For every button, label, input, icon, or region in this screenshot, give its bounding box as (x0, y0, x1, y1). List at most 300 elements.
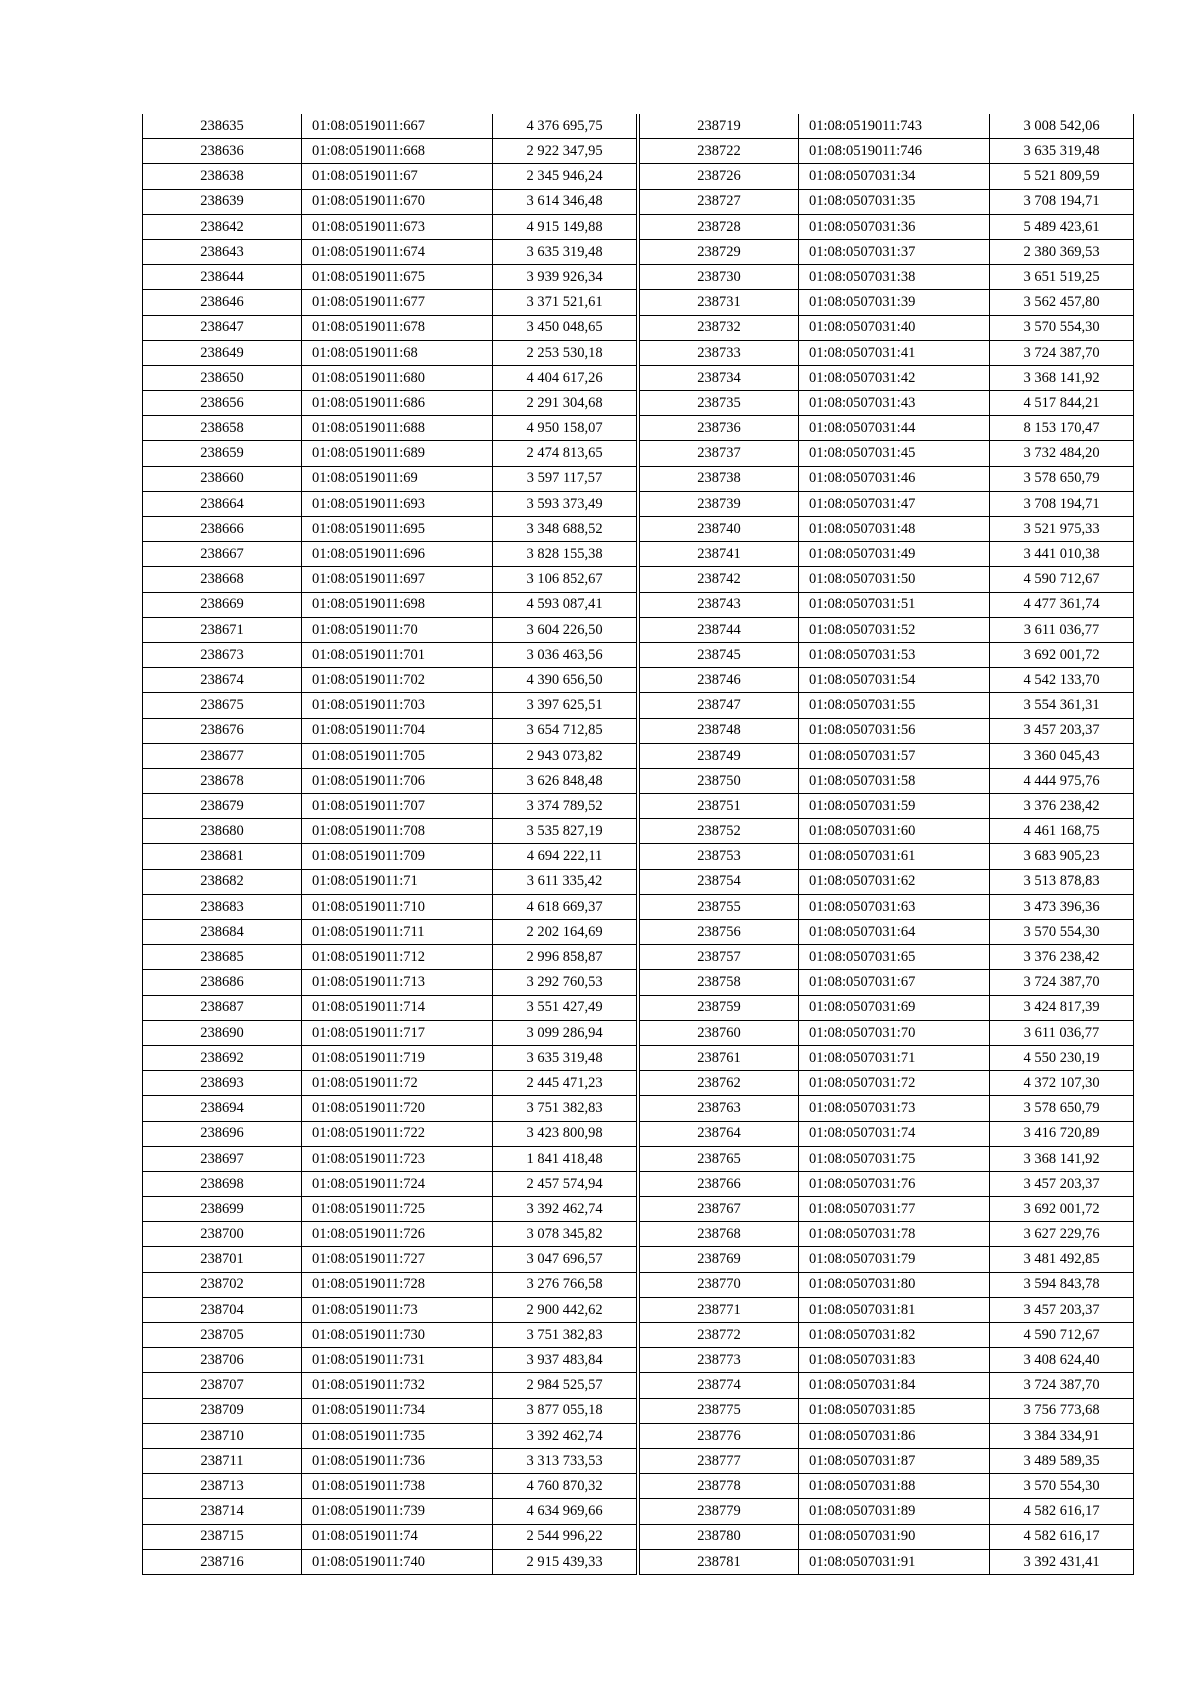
cadastral-number-cell: 01:08:0519011:696 (302, 542, 493, 567)
cadastral-number-cell: 01:08:0507031:84 (799, 1373, 990, 1398)
cadastral-number-cell: 01:08:0507031:91 (799, 1549, 990, 1574)
table-row (143, 1045, 637, 1070)
table-row (143, 1020, 637, 1045)
row-id-cell: 238727 (640, 189, 799, 214)
cadastral-number-cell: 01:08:0519011:69 (302, 466, 493, 491)
cadastral-number-cell: 01:08:0507031:45 (799, 441, 990, 466)
table-row (143, 1171, 637, 1196)
row-id-cell: 238736 (640, 416, 799, 441)
value-cell: 5 521 809,59 (990, 164, 1134, 189)
row-id-cell: 238675 (143, 693, 302, 718)
value-cell: 2 380 369,53 (990, 239, 1134, 264)
row-id-cell: 238753 (640, 844, 799, 869)
value-cell: 3 457 203,37 (990, 1297, 1134, 1322)
value-cell: 3 392 431,41 (990, 1549, 1134, 1574)
table-row (640, 894, 1134, 919)
table-row (143, 214, 637, 239)
cadastral-number-cell: 01:08:0519011:746 (799, 139, 990, 164)
value-cell: 3 416 720,89 (990, 1121, 1134, 1146)
table-row (143, 995, 637, 1020)
cadastral-number-cell: 01:08:0507031:36 (799, 214, 990, 239)
cadastral-number-cell: 01:08:0507031:50 (799, 567, 990, 592)
table-row (640, 1373, 1134, 1398)
value-cell: 3 651 519,25 (990, 265, 1134, 290)
table-row (640, 189, 1134, 214)
value-cell: 2 291 304,68 (493, 391, 637, 416)
cadastral-number-cell: 01:08:0507031:87 (799, 1448, 990, 1473)
value-cell: 3 939 926,34 (493, 265, 637, 290)
value-cell: 3 008 542,06 (990, 114, 1134, 139)
table-row (143, 668, 637, 693)
value-cell: 3 374 789,52 (493, 794, 637, 819)
cadastral-number-cell: 01:08:0507031:53 (799, 642, 990, 667)
row-id-cell: 238749 (640, 743, 799, 768)
value-cell: 3 597 117,57 (493, 466, 637, 491)
row-id-cell: 238706 (143, 1348, 302, 1373)
row-id-cell: 238748 (640, 718, 799, 743)
row-id-cell: 238669 (143, 592, 302, 617)
value-cell: 3 724 387,70 (990, 970, 1134, 995)
table-row (143, 365, 637, 390)
row-id-cell: 238681 (143, 844, 302, 869)
table-row (640, 340, 1134, 365)
cadastral-number-cell: 01:08:0519011:707 (302, 794, 493, 819)
table-row (640, 517, 1134, 542)
row-id-cell: 238777 (640, 1448, 799, 1473)
value-cell: 3 611 036,77 (990, 1020, 1134, 1045)
cadastral-number-cell: 01:08:0507031:85 (799, 1398, 990, 1423)
table-row (143, 869, 637, 894)
cadastral-number-cell: 01:08:0507031:56 (799, 718, 990, 743)
row-id-cell: 238767 (640, 1197, 799, 1222)
table-row (640, 466, 1134, 491)
table-row (143, 290, 637, 315)
value-cell: 2 915 439,33 (493, 1549, 637, 1574)
row-id-cell: 238757 (640, 945, 799, 970)
cadastral-number-cell: 01:08:0519011:72 (302, 1071, 493, 1096)
cadastral-number-cell: 01:08:0519011:740 (302, 1549, 493, 1574)
cadastral-number-cell: 01:08:0519011:714 (302, 995, 493, 1020)
row-id-cell: 238710 (143, 1423, 302, 1448)
table-row (143, 1348, 637, 1373)
table-row (640, 1398, 1134, 1423)
cadastral-number-cell: 01:08:0507031:34 (799, 164, 990, 189)
value-cell: 3 450 048,65 (493, 315, 637, 340)
cadastral-number-cell: 01:08:0507031:54 (799, 668, 990, 693)
cadastral-number-cell: 01:08:0519011:723 (302, 1146, 493, 1171)
value-cell: 4 582 616,17 (990, 1524, 1134, 1549)
table-row (143, 114, 637, 139)
value-cell: 3 099 286,94 (493, 1020, 637, 1045)
table-row (143, 1474, 637, 1499)
table-row (640, 617, 1134, 642)
table-row (640, 1071, 1134, 1096)
row-id-cell: 238755 (640, 894, 799, 919)
table-row (143, 768, 637, 793)
cadastral-number-cell: 01:08:0519011:735 (302, 1423, 493, 1448)
row-id-cell: 238742 (640, 567, 799, 592)
table-row (640, 491, 1134, 516)
value-cell: 3 732 484,20 (990, 441, 1134, 466)
value-cell: 3 521 975,33 (990, 517, 1134, 542)
cadastral-number-cell: 01:08:0507031:70 (799, 1020, 990, 1045)
table-row (143, 718, 637, 743)
cadastral-number-cell: 01:08:0507031:52 (799, 617, 990, 642)
cadastral-number-cell: 01:08:0519011:708 (302, 819, 493, 844)
value-cell: 3 408 624,40 (990, 1348, 1134, 1373)
cadastral-number-cell: 01:08:0519011:678 (302, 315, 493, 340)
cadastral-number-cell: 01:08:0519011:738 (302, 1474, 493, 1499)
value-cell: 3 708 194,71 (990, 491, 1134, 516)
cadastral-number-cell: 01:08:0519011:713 (302, 970, 493, 995)
row-id-cell: 238745 (640, 642, 799, 667)
value-cell: 4 461 168,75 (990, 819, 1134, 844)
row-id-cell: 238715 (143, 1524, 302, 1549)
cadastral-number-cell: 01:08:0507031:75 (799, 1146, 990, 1171)
table-row (640, 1045, 1134, 1070)
cadastral-number-cell: 01:08:0519011:74 (302, 1524, 493, 1549)
row-id-cell: 238649 (143, 340, 302, 365)
table-row (640, 1448, 1134, 1473)
row-id-cell: 238697 (143, 1146, 302, 1171)
value-cell: 3 877 055,18 (493, 1398, 637, 1423)
table-row (143, 265, 637, 290)
cadastral-number-cell: 01:08:0507031:58 (799, 768, 990, 793)
row-id-cell: 238759 (640, 995, 799, 1020)
table-row (640, 239, 1134, 264)
cadastral-number-cell: 01:08:0519011:734 (302, 1398, 493, 1423)
table-row (640, 920, 1134, 945)
value-cell: 3 724 387,70 (990, 1373, 1134, 1398)
row-id-cell: 238774 (640, 1373, 799, 1398)
row-id-cell: 238660 (143, 466, 302, 491)
cadastral-number-cell: 01:08:0519011:667 (302, 114, 493, 139)
table-row (640, 1020, 1134, 1045)
row-id-cell: 238690 (143, 1020, 302, 1045)
row-id-cell: 238773 (640, 1348, 799, 1373)
value-cell: 3 683 905,23 (990, 844, 1134, 869)
row-id-cell: 238741 (640, 542, 799, 567)
table-row (640, 1474, 1134, 1499)
table-row (640, 1524, 1134, 1549)
table-row (640, 1121, 1134, 1146)
cadastral-number-cell: 01:08:0519011:743 (799, 114, 990, 139)
cadastral-number-cell: 01:08:0519011:688 (302, 416, 493, 441)
cadastral-number-cell: 01:08:0507031:43 (799, 391, 990, 416)
table-row (143, 693, 637, 718)
cadastral-number-cell: 01:08:0519011:712 (302, 945, 493, 970)
row-id-cell: 238766 (640, 1171, 799, 1196)
table-row (143, 617, 637, 642)
cadastral-number-cell: 01:08:0519011:702 (302, 668, 493, 693)
value-cell: 4 390 656,50 (493, 668, 637, 693)
value-cell: 3 937 483,84 (493, 1348, 637, 1373)
cadastral-number-cell: 01:08:0519011:710 (302, 894, 493, 919)
row-id-cell: 238650 (143, 365, 302, 390)
cadastral-number-cell: 01:08:0507031:46 (799, 466, 990, 491)
value-cell: 1 841 418,48 (493, 1146, 637, 1171)
value-cell: 3 392 462,74 (493, 1423, 637, 1448)
value-cell: 3 551 427,49 (493, 995, 637, 1020)
row-id-cell: 238754 (640, 869, 799, 894)
row-id-cell: 238734 (640, 365, 799, 390)
table-row (640, 970, 1134, 995)
row-id-cell: 238667 (143, 542, 302, 567)
table-row (143, 567, 637, 592)
table-row (640, 642, 1134, 667)
value-cell: 4 694 222,11 (493, 844, 637, 869)
cadastral-number-cell: 01:08:0507031:89 (799, 1499, 990, 1524)
row-id-cell: 238674 (143, 668, 302, 693)
table-row (143, 517, 637, 542)
row-id-cell: 238659 (143, 441, 302, 466)
table-row (143, 819, 637, 844)
row-id-cell: 238636 (143, 139, 302, 164)
value-cell: 4 590 712,67 (990, 1323, 1134, 1348)
value-cell: 3 635 319,48 (493, 239, 637, 264)
value-cell: 3 423 800,98 (493, 1121, 637, 1146)
value-cell: 3 570 554,30 (990, 315, 1134, 340)
value-cell: 3 626 848,48 (493, 768, 637, 793)
cadastral-number-cell: 01:08:0507031:61 (799, 844, 990, 869)
row-id-cell: 238694 (143, 1096, 302, 1121)
cadastral-number-cell: 01:08:0507031:78 (799, 1222, 990, 1247)
row-id-cell: 238775 (640, 1398, 799, 1423)
table-row (640, 1272, 1134, 1297)
value-cell: 3 692 001,72 (990, 1197, 1134, 1222)
value-cell: 4 618 669,37 (493, 894, 637, 919)
cadastral-number-cell: 01:08:0507031:37 (799, 239, 990, 264)
value-cell: 4 950 158,07 (493, 416, 637, 441)
cadastral-number-cell: 01:08:0519011:705 (302, 743, 493, 768)
value-cell: 3 751 382,83 (493, 1323, 637, 1348)
value-cell: 2 445 471,23 (493, 1071, 637, 1096)
row-id-cell: 238776 (640, 1423, 799, 1448)
value-cell: 8 153 170,47 (990, 416, 1134, 441)
table-row (143, 1423, 637, 1448)
table-row (640, 567, 1134, 592)
row-id-cell: 238769 (640, 1247, 799, 1272)
cadastral-number-cell: 01:08:0507031:90 (799, 1524, 990, 1549)
cadastral-number-cell: 01:08:0519011:677 (302, 290, 493, 315)
value-cell: 4 634 969,66 (493, 1499, 637, 1524)
cadastral-number-cell: 01:08:0519011:689 (302, 441, 493, 466)
row-id-cell: 238696 (143, 1121, 302, 1146)
row-id-cell: 238740 (640, 517, 799, 542)
cadastral-number-cell: 01:08:0507031:71 (799, 1045, 990, 1070)
cadastral-table-right (639, 114, 1134, 1575)
cadastral-number-cell: 01:08:0519011:673 (302, 214, 493, 239)
table-row (143, 844, 637, 869)
row-id-cell: 238770 (640, 1272, 799, 1297)
row-id-cell: 238735 (640, 391, 799, 416)
value-cell: 4 542 133,70 (990, 668, 1134, 693)
row-id-cell: 238643 (143, 239, 302, 264)
row-id-cell: 238726 (640, 164, 799, 189)
cadastral-number-cell: 01:08:0507031:49 (799, 542, 990, 567)
row-id-cell: 238673 (143, 642, 302, 667)
table-row (640, 164, 1134, 189)
cadastral-number-cell: 01:08:0519011:675 (302, 265, 493, 290)
value-cell: 3 292 760,53 (493, 970, 637, 995)
cadastral-number-cell: 01:08:0507031:38 (799, 265, 990, 290)
value-cell: 3 724 387,70 (990, 340, 1134, 365)
table-row (640, 1423, 1134, 1448)
cadastral-number-cell: 01:08:0519011:726 (302, 1222, 493, 1247)
cadastral-number-cell: 01:08:0519011:717 (302, 1020, 493, 1045)
cadastral-number-cell: 01:08:0507031:48 (799, 517, 990, 542)
table-row (143, 315, 637, 340)
row-id-cell: 238747 (640, 693, 799, 718)
cadastral-number-cell: 01:08:0519011:704 (302, 718, 493, 743)
row-id-cell: 238730 (640, 265, 799, 290)
value-cell: 2 345 946,24 (493, 164, 637, 189)
row-id-cell: 238746 (640, 668, 799, 693)
row-id-cell: 238682 (143, 869, 302, 894)
value-cell: 4 444 975,76 (990, 768, 1134, 793)
cadastral-number-cell: 01:08:0519011:722 (302, 1121, 493, 1146)
cadastral-number-cell: 01:08:0507031:67 (799, 970, 990, 995)
cadastral-number-cell: 01:08:0519011:71 (302, 869, 493, 894)
row-id-cell: 238692 (143, 1045, 302, 1070)
table-row (640, 441, 1134, 466)
value-cell: 3 489 589,35 (990, 1448, 1134, 1473)
value-cell: 2 996 858,87 (493, 945, 637, 970)
value-cell: 3 614 346,48 (493, 189, 637, 214)
cadastral-number-cell: 01:08:0519011:68 (302, 340, 493, 365)
row-id-cell: 238750 (640, 768, 799, 793)
row-id-cell: 238737 (640, 441, 799, 466)
row-id-cell: 238644 (143, 265, 302, 290)
row-id-cell: 238711 (143, 1448, 302, 1473)
table-row (640, 743, 1134, 768)
table-row (143, 1549, 637, 1574)
cadastral-table-left (142, 114, 637, 1575)
value-cell: 3 654 712,85 (493, 718, 637, 743)
value-cell: 3 078 345,82 (493, 1222, 637, 1247)
table-row (143, 542, 637, 567)
table-row (143, 441, 637, 466)
row-id-cell: 238678 (143, 768, 302, 793)
cadastral-number-cell: 01:08:0507031:63 (799, 894, 990, 919)
table-row (640, 945, 1134, 970)
cadastral-number-cell: 01:08:0507031:79 (799, 1247, 990, 1272)
table-row (143, 1121, 637, 1146)
row-id-cell: 238762 (640, 1071, 799, 1096)
row-id-cell: 238707 (143, 1373, 302, 1398)
table-row (143, 945, 637, 970)
cadastral-number-cell: 01:08:0519011:732 (302, 1373, 493, 1398)
row-id-cell: 238686 (143, 970, 302, 995)
table-row (143, 1398, 637, 1423)
cadastral-number-cell: 01:08:0507031:64 (799, 920, 990, 945)
table-row (640, 542, 1134, 567)
row-id-cell: 238719 (640, 114, 799, 139)
table-row (640, 1197, 1134, 1222)
row-id-cell: 238728 (640, 214, 799, 239)
value-cell: 4 582 616,17 (990, 1499, 1134, 1524)
table-row (143, 1096, 637, 1121)
value-cell: 4 404 617,26 (493, 365, 637, 390)
cadastral-number-cell: 01:08:0519011:711 (302, 920, 493, 945)
table-row (143, 642, 637, 667)
value-cell: 4 590 712,67 (990, 567, 1134, 592)
cadastral-number-cell: 01:08:0519011:709 (302, 844, 493, 869)
value-cell: 3 368 141,92 (990, 365, 1134, 390)
row-id-cell: 238700 (143, 1222, 302, 1247)
table-row (640, 794, 1134, 819)
cadastral-number-cell: 01:08:0519011:730 (302, 1323, 493, 1348)
cadastral-number-cell: 01:08:0519011:703 (302, 693, 493, 718)
table-row (640, 214, 1134, 239)
table-row (640, 1247, 1134, 1272)
row-id-cell: 238780 (640, 1524, 799, 1549)
table-row (640, 844, 1134, 869)
table-row (640, 1323, 1134, 1348)
value-cell: 3 578 650,79 (990, 466, 1134, 491)
table-row (143, 416, 637, 441)
value-cell: 2 202 164,69 (493, 920, 637, 945)
value-cell: 2 922 347,95 (493, 139, 637, 164)
cadastral-number-cell: 01:08:0519011:668 (302, 139, 493, 164)
row-id-cell: 238781 (640, 1549, 799, 1574)
table-row (143, 391, 637, 416)
cadastral-number-cell: 01:08:0507031:65 (799, 945, 990, 970)
cadastral-number-cell: 01:08:0519011:70 (302, 617, 493, 642)
value-cell: 3 371 521,61 (493, 290, 637, 315)
cadastral-number-cell: 01:08:0519011:680 (302, 365, 493, 390)
value-cell: 3 627 229,76 (990, 1222, 1134, 1247)
cadastral-number-cell: 01:08:0519011:725 (302, 1197, 493, 1222)
value-cell: 3 360 045,43 (990, 743, 1134, 768)
value-cell: 2 544 996,22 (493, 1524, 637, 1549)
cadastral-number-cell: 01:08:0519011:670 (302, 189, 493, 214)
table-row (640, 1549, 1134, 1574)
row-id-cell: 238709 (143, 1398, 302, 1423)
value-cell: 3 036 463,56 (493, 642, 637, 667)
table-row (640, 1348, 1134, 1373)
cadastral-number-cell: 01:08:0519011:731 (302, 1348, 493, 1373)
cadastral-number-cell: 01:08:0507031:74 (799, 1121, 990, 1146)
table-row (143, 1222, 637, 1247)
value-cell: 2 984 525,57 (493, 1373, 637, 1398)
table-row (143, 1272, 637, 1297)
value-cell: 2 900 442,62 (493, 1297, 637, 1322)
cadastral-number-cell: 01:08:0507031:59 (799, 794, 990, 819)
cadastral-number-cell: 01:08:0519011:739 (302, 1499, 493, 1524)
row-id-cell: 238677 (143, 743, 302, 768)
value-cell: 3 473 396,36 (990, 894, 1134, 919)
cadastral-number-cell: 01:08:0507031:83 (799, 1348, 990, 1373)
cadastral-number-cell: 01:08:0507031:88 (799, 1474, 990, 1499)
row-id-cell: 238733 (640, 340, 799, 365)
row-id-cell: 238679 (143, 794, 302, 819)
table-row (143, 491, 637, 516)
table-row (143, 894, 637, 919)
row-id-cell: 238704 (143, 1297, 302, 1322)
cadastral-number-cell: 01:08:0519011:736 (302, 1448, 493, 1473)
table-row (640, 668, 1134, 693)
table-row (640, 315, 1134, 340)
table-row (640, 139, 1134, 164)
row-id-cell: 238684 (143, 920, 302, 945)
value-cell: 4 550 230,19 (990, 1045, 1134, 1070)
row-id-cell: 238646 (143, 290, 302, 315)
table-row (640, 1146, 1134, 1171)
cadastral-number-cell: 01:08:0507031:40 (799, 315, 990, 340)
row-id-cell: 238656 (143, 391, 302, 416)
cadastral-number-cell: 01:08:0507031:39 (799, 290, 990, 315)
